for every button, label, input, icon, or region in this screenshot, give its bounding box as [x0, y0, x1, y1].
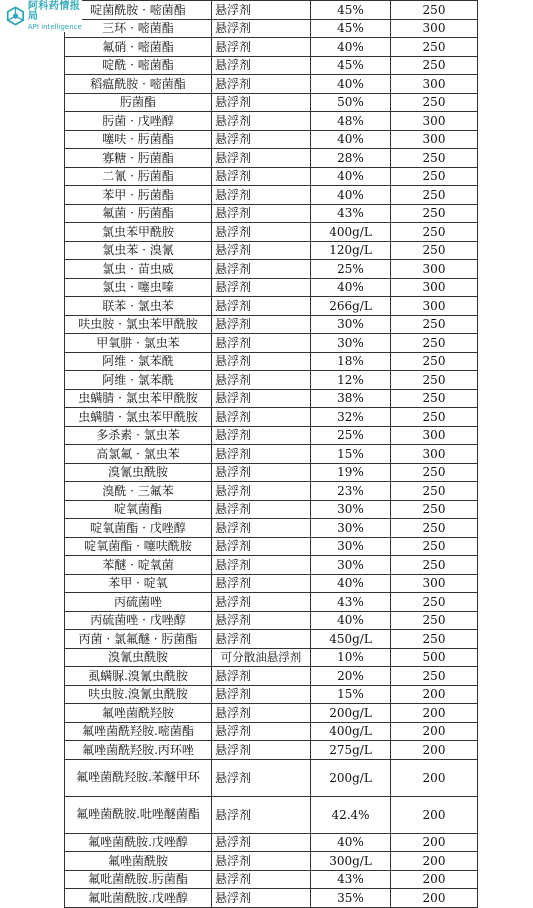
content-cell: 30%: [311, 315, 391, 334]
product-name-cell: 三环 · 嘧菌酯: [65, 19, 212, 38]
formulation-cell: 悬浮剂: [212, 445, 311, 464]
table-row: [65, 889, 478, 908]
table-row: [65, 722, 478, 741]
content-cell: 30%: [311, 556, 391, 575]
product-name-cell: 虫螨腈 · 氯虫苯甲酰胺: [65, 389, 212, 408]
dose-cell: 250: [391, 204, 478, 223]
product-name-cell: 氟唑菌酰胺: [65, 852, 212, 871]
product-name-cell: 氟菌 · 肟菌酯: [65, 204, 212, 223]
dose-cell: 250: [391, 186, 478, 205]
dose-cell: 250: [391, 334, 478, 353]
dose-cell: 300: [391, 426, 478, 445]
formulation-cell: 悬浮剂: [212, 722, 311, 741]
product-name-cell: 寡糖 · 肟菌酯: [65, 149, 212, 168]
content-cell: 400g/L: [311, 722, 391, 741]
content-cell: 40%: [311, 130, 391, 149]
content-cell: 40%: [311, 167, 391, 186]
product-name-cell: 联苯 · 氯虫苯: [65, 297, 212, 316]
product-name-cell: 氟唑菌酰胺.戊唑醇: [65, 833, 212, 852]
table-row: [65, 630, 478, 649]
dose-cell: 300: [391, 19, 478, 38]
product-name-cell: 氟唑菌酰羟胺.嘧菌酯: [65, 722, 212, 741]
table-row: [65, 556, 478, 575]
product-name-cell: 肟菌酯: [65, 93, 212, 112]
dose-cell: 250: [391, 241, 478, 260]
table-row: [65, 833, 478, 852]
formulation-cell: 悬浮剂: [212, 167, 311, 186]
product-name-cell: 啶氧菌酯 · 噻呋酰胺: [65, 537, 212, 556]
formulation-cell: 悬浮剂: [212, 704, 311, 723]
product-name-cell: 氟唑菌酰胺.吡唑醚菌酯: [65, 796, 212, 833]
table-row: [65, 741, 478, 760]
product-name-cell: 溴氰虫酰胺: [65, 648, 212, 667]
table-row: [65, 260, 478, 279]
dose-cell: 200: [391, 722, 478, 741]
dose-cell: 250: [391, 667, 478, 686]
table-row: [65, 593, 478, 612]
formulation-cell: 悬浮剂: [212, 796, 311, 833]
dose-cell: 250: [391, 38, 478, 57]
formulation-cell: 悬浮剂: [212, 241, 311, 260]
product-name-cell: 呋虫胺 · 氯虫苯甲酰胺: [65, 315, 212, 334]
table-row: [65, 574, 478, 593]
content-cell: 43%: [311, 870, 391, 889]
logo-english-text: API intelligence: [27, 22, 82, 31]
formulation-cell: 悬浮剂: [212, 19, 311, 38]
content-cell: 43%: [311, 593, 391, 612]
formulation-cell: 悬浮剂: [212, 741, 311, 760]
formulation-cell: 悬浮剂: [212, 352, 311, 371]
content-cell: 120g/L: [311, 241, 391, 260]
table-row: [65, 759, 478, 796]
product-name-cell: 肟菌 · 戊唑醇: [65, 112, 212, 131]
dose-cell: 500: [391, 648, 478, 667]
table-row: [65, 389, 478, 408]
product-name-cell: 氯虫 · 苗虫威: [65, 260, 212, 279]
content-cell: 10%: [311, 648, 391, 667]
dose-cell: 250: [391, 482, 478, 501]
formulation-cell: 悬浮剂: [212, 204, 311, 223]
product-name-cell: 氟吡菌酰胺.戊唑醇: [65, 889, 212, 908]
dose-cell: 250: [391, 611, 478, 630]
formulation-cell: 悬浮剂: [212, 223, 311, 242]
formulation-cell: 悬浮剂: [212, 38, 311, 57]
dose-cell: 250: [391, 556, 478, 575]
dose-cell: 300: [391, 75, 478, 94]
content-cell: 20%: [311, 667, 391, 686]
table-row: [65, 667, 478, 686]
content-cell: 15%: [311, 445, 391, 464]
product-name-cell: 阿维 · 氯苯酰: [65, 352, 212, 371]
content-cell: 40%: [311, 611, 391, 630]
content-cell: 40%: [311, 75, 391, 94]
dose-cell: 200: [391, 704, 478, 723]
formulation-cell: 悬浮剂: [212, 852, 311, 871]
content-cell: 40%: [311, 278, 391, 297]
product-name-cell: 虫螨腈 · 氯虫苯甲酰胺: [65, 408, 212, 427]
formulation-cell: 悬浮剂: [212, 334, 311, 353]
dose-cell: 250: [391, 93, 478, 112]
table-row: [65, 870, 478, 889]
table-row: [65, 704, 478, 723]
dose-cell: 300: [391, 130, 478, 149]
table-row: [65, 408, 478, 427]
content-cell: 200g/L: [311, 759, 391, 796]
table-row: [65, 648, 478, 667]
product-name-cell: 苯甲 · 肟菌酯: [65, 186, 212, 205]
product-name-cell: 氟唑菌酰羟胺: [65, 704, 212, 723]
table-row: [65, 611, 478, 630]
product-name-cell: 啶酰 · 嘧菌酯: [65, 56, 212, 75]
formulation-cell: 悬浮剂: [212, 1, 311, 20]
product-name-cell: 呋虫胺.溴氰虫酰胺: [65, 685, 212, 704]
content-cell: 200g/L: [311, 704, 391, 723]
dose-cell: 300: [391, 112, 478, 131]
content-cell: 30%: [311, 537, 391, 556]
content-cell: 40%: [311, 186, 391, 205]
product-name-cell: 啶菌酰胺 · 嘧菌酯: [65, 1, 212, 20]
content-cell: 45%: [311, 1, 391, 20]
dose-cell: 300: [391, 445, 478, 464]
content-cell: 32%: [311, 408, 391, 427]
formulation-cell: 悬浮剂: [212, 186, 311, 205]
formulation-cell: 悬浮剂: [212, 870, 311, 889]
dose-cell: 250: [391, 223, 478, 242]
product-name-cell: 啶氧菌酯: [65, 500, 212, 519]
product-name-cell: 氯虫 · 噻虫嗪: [65, 278, 212, 297]
table-row: [65, 796, 478, 833]
product-name-cell: 多杀素 · 氯虫苯: [65, 426, 212, 445]
content-cell: 40%: [311, 38, 391, 57]
dose-cell: 250: [391, 593, 478, 612]
formulation-cell: 悬浮剂: [212, 574, 311, 593]
dose-cell: 200: [391, 889, 478, 908]
table-row: [65, 112, 478, 131]
formulation-cell: 悬浮剂: [212, 519, 311, 538]
dose-cell: 200: [391, 833, 478, 852]
table-row: [65, 149, 478, 168]
product-name-cell: 甲氧肼 · 氯虫苯: [65, 334, 212, 353]
content-cell: 450g/L: [311, 630, 391, 649]
product-name-cell: 丙硫菌唑 · 戊唑醇: [65, 611, 212, 630]
table-row: [65, 685, 478, 704]
formulation-cell: 悬浮剂: [212, 297, 311, 316]
formulation-cell: 悬浮剂: [212, 833, 311, 852]
table-row: [65, 167, 478, 186]
formulation-cell: 悬浮剂: [212, 371, 311, 390]
dose-cell: 250: [391, 519, 478, 538]
product-name-cell: 丙硫菌唑: [65, 593, 212, 612]
table-row: [65, 297, 478, 316]
formulation-cell: 悬浮剂: [212, 56, 311, 75]
content-cell: 300g/L: [311, 852, 391, 871]
formulation-cell: 悬浮剂: [212, 685, 311, 704]
formulation-cell: 悬浮剂: [212, 611, 311, 630]
table-row: [65, 130, 478, 149]
content-cell: 48%: [311, 112, 391, 131]
table-row: [65, 519, 478, 538]
content-cell: 400g/L: [311, 223, 391, 242]
dose-cell: 200: [391, 759, 478, 796]
formulation-cell: 悬浮剂: [212, 149, 311, 168]
content-cell: 45%: [311, 19, 391, 38]
dose-cell: 300: [391, 260, 478, 279]
table-row: [65, 482, 478, 501]
dose-cell: 200: [391, 741, 478, 760]
formulation-cell: 悬浮剂: [212, 537, 311, 556]
formulation-cell: 悬浮剂: [212, 389, 311, 408]
content-cell: 50%: [311, 93, 391, 112]
dose-cell: 250: [391, 167, 478, 186]
content-cell: 40%: [311, 574, 391, 593]
formulation-cell: 悬浮剂: [212, 482, 311, 501]
formulation-cell: 悬浮剂: [212, 75, 311, 94]
table-row: [65, 1, 478, 20]
dose-cell: 250: [391, 149, 478, 168]
table-row: [65, 500, 478, 519]
dose-cell: 250: [391, 500, 478, 519]
formulation-cell: 悬浮剂: [212, 408, 311, 427]
table-row: [65, 204, 478, 223]
table-row: [65, 186, 478, 205]
formulation-cell: 悬浮剂: [212, 889, 311, 908]
product-name-cell: 丙菌 · 氯氟醚 · 肟菌酯: [65, 630, 212, 649]
product-table-body: [65, 1, 478, 908]
content-cell: 45%: [311, 56, 391, 75]
product-name-cell: 氯虫苯甲酰胺: [65, 223, 212, 242]
formulation-cell: 悬浮剂: [212, 112, 311, 131]
dose-cell: 250: [391, 56, 478, 75]
formulation-cell: 悬浮剂: [212, 500, 311, 519]
table-row: [65, 38, 478, 57]
table-row: [65, 93, 478, 112]
content-cell: 266g/L: [311, 297, 391, 316]
dose-cell: 200: [391, 685, 478, 704]
content-cell: 23%: [311, 482, 391, 501]
formulation-cell: 悬浮剂: [212, 130, 311, 149]
product-name-cell: 苯甲 · 啶氧: [65, 574, 212, 593]
content-cell: 35%: [311, 889, 391, 908]
product-name-cell: 二氰 · 肟菌酯: [65, 167, 212, 186]
product-name-cell: 溴氰虫酰胺: [65, 463, 212, 482]
product-name-cell: 氟吡菌酰胺.肟菌酯: [65, 870, 212, 889]
formulation-cell: 悬浮剂: [212, 556, 311, 575]
table-row: [65, 445, 478, 464]
content-cell: 18%: [311, 352, 391, 371]
product-name-cell: 噻呋 · 肟菌酯: [65, 130, 212, 149]
formulation-cell: 悬浮剂: [212, 315, 311, 334]
content-cell: 43%: [311, 204, 391, 223]
product-name-cell: 氟唑菌酰羟胺.丙环唑: [65, 741, 212, 760]
table-row: [65, 334, 478, 353]
table-row: [65, 852, 478, 871]
content-cell: 15%: [311, 685, 391, 704]
table-row: [65, 371, 478, 390]
formulation-cell: 悬浮剂: [212, 630, 311, 649]
table-row: [65, 19, 478, 38]
dose-cell: 250: [391, 352, 478, 371]
watermark-logo: [0, 0, 82, 32]
product-name-cell: 稻瘟酰胺 · 嘧菌酯: [65, 75, 212, 94]
product-name-cell: 氟唑菌酰羟胺.苯醚甲环: [65, 759, 212, 796]
product-name-cell: 溴酰 · 三氟苯: [65, 482, 212, 501]
table-row: [65, 463, 478, 482]
table-row: [65, 278, 478, 297]
content-cell: 12%: [311, 371, 391, 390]
formulation-cell: 悬浮剂: [212, 463, 311, 482]
table-row: [65, 315, 478, 334]
table-row: [65, 537, 478, 556]
product-name-cell: 苯醚 · 啶氧菌: [65, 556, 212, 575]
product-name-cell: 高氯氟 · 氯虫苯: [65, 445, 212, 464]
content-cell: 19%: [311, 463, 391, 482]
dose-cell: 250: [391, 537, 478, 556]
dose-cell: 300: [391, 297, 478, 316]
dose-cell: 250: [391, 371, 478, 390]
logo-chinese-text: 阿科药情报局: [27, 0, 81, 22]
content-cell: 30%: [311, 519, 391, 538]
dose-cell: 250: [391, 630, 478, 649]
content-cell: 25%: [311, 426, 391, 445]
dose-cell: 200: [391, 870, 478, 889]
formulation-cell: 可分散油悬浮剂: [212, 648, 311, 667]
product-name-cell: 氯虫苯 · 溴氰: [65, 241, 212, 260]
formulation-cell: 悬浮剂: [212, 278, 311, 297]
table-row: [65, 56, 478, 75]
product-table: [64, 0, 478, 908]
formulation-cell: 悬浮剂: [212, 593, 311, 612]
dose-cell: 300: [391, 278, 478, 297]
content-cell: 30%: [311, 500, 391, 519]
table-row: [65, 241, 478, 260]
dose-cell: 200: [391, 852, 478, 871]
table-row: [65, 75, 478, 94]
content-cell: 30%: [311, 334, 391, 353]
dose-cell: 250: [391, 1, 478, 20]
formulation-cell: 悬浮剂: [212, 260, 311, 279]
content-cell: 28%: [311, 149, 391, 168]
table-row: [65, 426, 478, 445]
content-cell: 40%: [311, 833, 391, 852]
formulation-cell: 悬浮剂: [212, 667, 311, 686]
dose-cell: 250: [391, 463, 478, 482]
dose-cell: 300: [391, 574, 478, 593]
content-cell: 25%: [311, 260, 391, 279]
formulation-cell: 悬浮剂: [212, 759, 311, 796]
content-cell: 275g/L: [311, 741, 391, 760]
product-name-cell: 氟硝 · 嘧菌酯: [65, 38, 212, 57]
dose-cell: 250: [391, 389, 478, 408]
dose-cell: 200: [391, 796, 478, 833]
product-name-cell: 虱螨脲.溴氰虫酰胺: [65, 667, 212, 686]
formulation-cell: 悬浮剂: [212, 426, 311, 445]
hexagon-logo-icon: [6, 5, 25, 27]
product-name-cell: 啶氧菌酯 · 戊唑醇: [65, 519, 212, 538]
content-cell: 42.4%: [311, 796, 391, 833]
dose-cell: 250: [391, 408, 478, 427]
table-row: [65, 223, 478, 242]
dose-cell: 250: [391, 315, 478, 334]
product-name-cell: 阿维 · 氯苯酰: [65, 371, 212, 390]
table-row: [65, 352, 478, 371]
formulation-cell: 悬浮剂: [212, 93, 311, 112]
content-cell: 38%: [311, 389, 391, 408]
